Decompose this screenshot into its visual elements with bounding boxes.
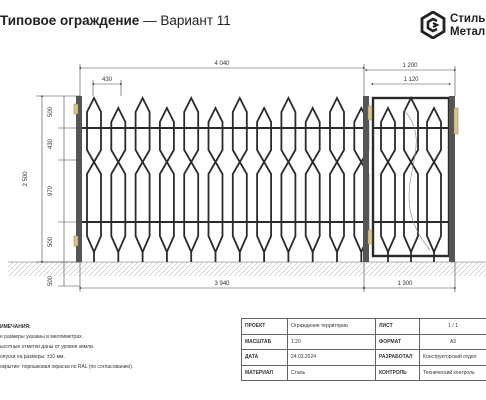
fence-picket <box>381 108 395 252</box>
tb-label: ДАТА <box>242 350 288 366</box>
note-item: опуски на размеры: ±10 мм. <box>0 354 65 360</box>
fence-picket <box>233 98 247 252</box>
fence-picket <box>136 98 150 252</box>
dim-bottom-fence: 3 940 <box>214 281 230 287</box>
fence-picket <box>87 98 101 252</box>
tb-value: Конструкторский отдел <box>420 350 486 366</box>
dim-picket-spacing: 430 <box>101 77 113 83</box>
dim-seg-2: 430 <box>48 138 54 150</box>
hinge-left-top <box>74 104 78 114</box>
dim-seg-1: 500 <box>48 106 54 118</box>
fence-picket <box>111 108 125 252</box>
note-item: ысотные отметки даны от уровня земли. <box>0 344 95 350</box>
title-main: Типовое ограждение <box>0 13 140 28</box>
fence-picket <box>209 108 223 252</box>
title-variant: Вариант 11 <box>160 13 231 28</box>
title-block-row <box>242 365 486 381</box>
dim-seg-3: 970 <box>48 185 54 197</box>
title-block-row <box>242 319 486 335</box>
fence-picket <box>160 108 174 252</box>
fence-picket <box>184 98 198 252</box>
fence-picket <box>281 98 295 252</box>
notes-heading: ИМЕЧАНИЯ: <box>0 324 31 330</box>
tb-label: ФОРМАТ <box>376 334 420 350</box>
notes-section <box>0 322 133 372</box>
tb-value: 1:20 <box>288 334 376 350</box>
title-dash: — <box>143 13 157 28</box>
hinge-gate-bottom <box>368 230 372 244</box>
tb-label: КОНТРОЛЬ <box>376 365 420 381</box>
tb-value: Сталь <box>288 365 376 381</box>
title-block-row <box>242 334 486 350</box>
tb-value: Ограждение территории <box>288 319 376 335</box>
title-block-row <box>242 350 486 366</box>
fence-picket <box>404 98 418 252</box>
tb-value: 1 / 1 <box>420 319 486 335</box>
dim-total-width: 4 040 <box>214 61 230 67</box>
dim-total-height: 2 500 <box>23 171 29 187</box>
note-item: окрытие: порошковая окраска по RAL (по согласованию). <box>0 364 134 370</box>
fence-picket <box>257 108 271 252</box>
fence-picket <box>427 108 441 252</box>
fence-picket <box>306 108 320 252</box>
tb-label: РАЗРАБОТАЛ <box>376 350 420 366</box>
dim-gate-width: 1 200 <box>402 63 418 69</box>
tb-value: А3 <box>420 334 486 350</box>
tb-label: МАТЕРИАЛ <box>242 365 288 381</box>
gate-latch <box>454 108 458 134</box>
tb-label: ЛИСТ <box>376 319 420 335</box>
note-item: е размеры указаны в миллиметрах. <box>0 334 83 340</box>
hinge-left-bottom <box>74 236 78 246</box>
gate-pickets <box>381 98 441 262</box>
hinge-gate-top <box>368 106 372 120</box>
hinges <box>74 104 458 246</box>
tb-label: ПРОЕКТ <box>242 319 288 335</box>
fence-pickets <box>87 98 368 262</box>
title-block <box>241 318 486 381</box>
tb-value: Технический контроль <box>420 365 486 381</box>
fence-picket <box>330 98 344 252</box>
tb-value: 24.03.2024 <box>288 350 376 366</box>
dim-bottom-gate: 1 300 <box>397 281 413 287</box>
logo-word-1: Стиль <box>450 13 486 25</box>
tb-label: МАСШТАБ <box>242 334 288 350</box>
dim-base: 500 <box>48 275 54 287</box>
dim-seg-4: 500 <box>48 236 54 248</box>
dim-gate-inner: 1 120 <box>403 77 419 83</box>
logo-word-2: Метал <box>450 26 486 38</box>
